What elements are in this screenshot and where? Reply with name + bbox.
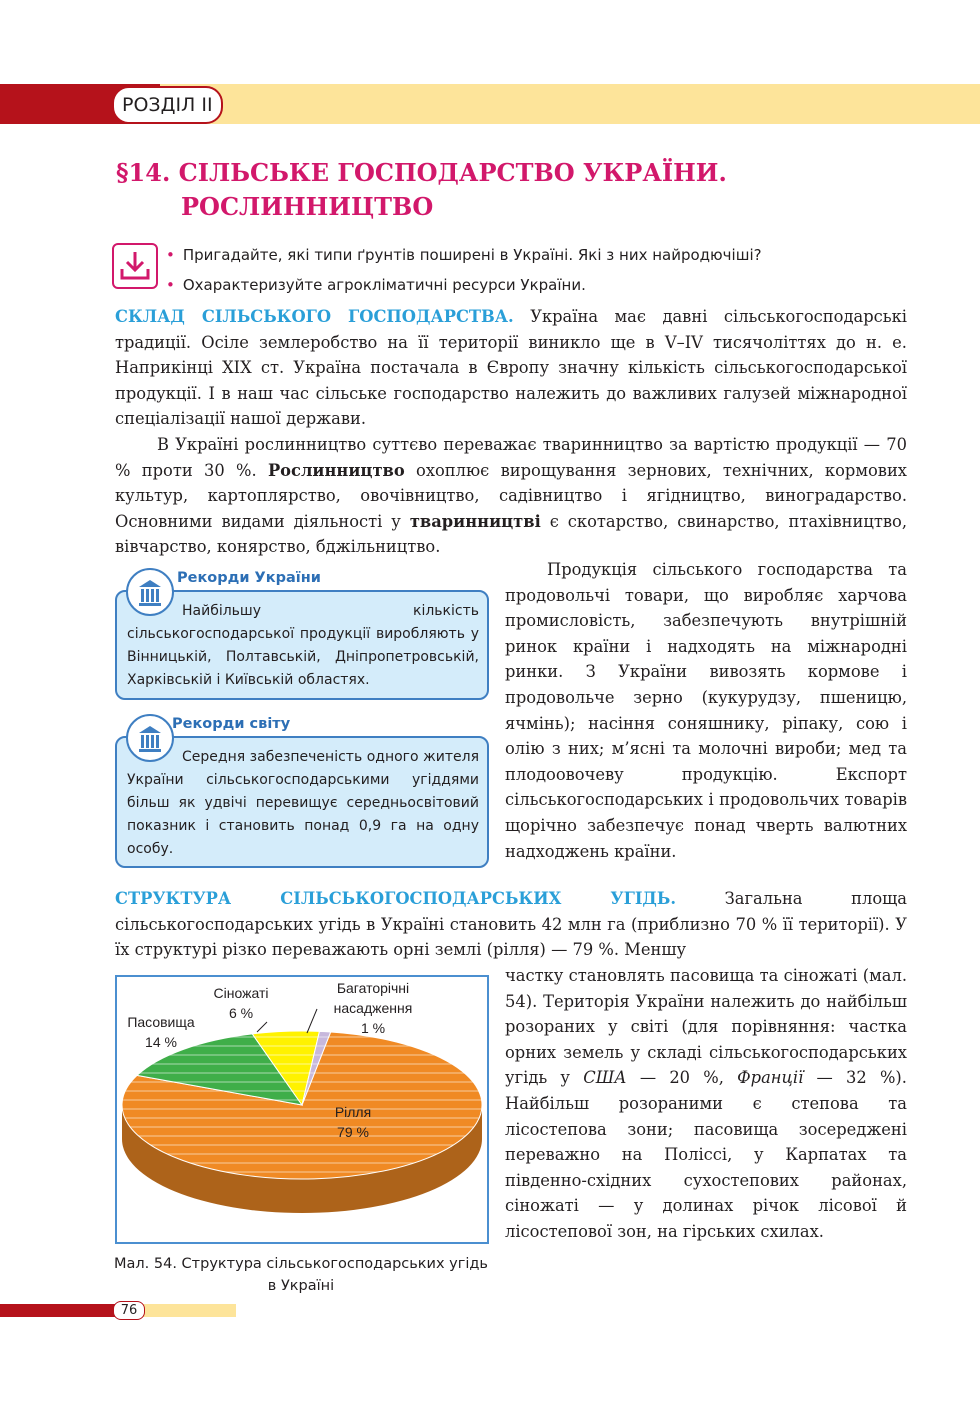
pie-label-value_label: 1 %	[360, 1020, 386, 1036]
download-reminder-icon	[112, 243, 158, 289]
country-usa: США	[583, 1068, 627, 1088]
reminder-item: • Пригадайте, які типи ґрунтів поширені в Україні. Які з них найродючіші?	[166, 240, 762, 270]
paragraph-2	[115, 432, 907, 560]
land-structure-chart	[115, 975, 489, 1244]
section2-paragraph	[115, 886, 907, 963]
world-records-title: Рекорди світу	[172, 716, 291, 732]
page-title	[116, 156, 727, 224]
pie-label-value_label: 79 %	[337, 1124, 369, 1140]
ukraine-records-text: Найбільшу кількість сільськогосподарської продукції виробляють у Вінницькій, Полтавській, Дніпропетровській, Харківській і Київській областях.	[127, 603, 479, 688]
section1-heading: СКЛАД СІЛЬСЬКОГО ГОСПОДАРСТВА.	[115, 307, 514, 326]
section2-continued	[505, 963, 907, 1245]
paragraph-3: Продукція сільського господарства та продовольчі товари, що виробляє харчова промисловість, забезпечують внутрішній ринок країни і надходять на міжнародні ринки. З України вивозять кормове і продовольче зерно (кукурудзу, пшеницю, ячмінь); насіння соняшнику, ріпаку, сою і олію з них; м’ясні та молочні вироби; мед та плодоовочеву продукцію. Експорт сільськогосподарських і продовольчих товарів щорічно забезпечує понад чверть валютних надходжень країни.	[505, 560, 907, 861]
section2-text2c: — 32 %). Найбільш розораними є степова та лісостепова зони; пасовища зосереджені переважно на Поліссі, у Карпатах та південно-східних сухостепових районах, сіножаті — у долинах річок лісової й лісостепової зон, на гірських схилах.	[505, 1068, 907, 1241]
footer-band-yellow	[140, 1304, 236, 1317]
title-line-2: РОСЛИННИЦТВО	[181, 192, 434, 221]
paragraph-2-part1: В Україні рослинництво суттєво переважає тваринництво за вартістю продукції — 70 % проти 30 %.	[115, 435, 907, 480]
section2-text1: Загальна площа сільськогосподарських угідь в Україні становить 42 млн га (приблизно 70 % її території). У їх структурі різко переважають орні землі (рілля) — 79 %. Меншу	[115, 889, 907, 960]
figure-caption: Мал. 54. Структура сільськогосподарських угідь в Україні	[114, 1256, 488, 1294]
pie-label-label: насадження	[333, 1000, 413, 1016]
pie-label-label: Пасовища	[127, 1014, 195, 1030]
section1-text: Україна має давні сільськогосподарські традиції. Осіле землеробство на її території виникло ще в V–IV тисячоліттях до н. е. Наприкінці XIX ст. Україна постачала в Європу значну кількість сільськогосподарської продукції. І в наш час сільське господарство належить до важливих галузей міжнародної спеціалізації нашої держави.	[115, 307, 907, 429]
pie-label-label: Багаторічні	[336, 980, 410, 996]
reminder-list	[166, 240, 762, 300]
columns-icon	[126, 714, 174, 762]
paragraph-2-part2: охоплює вирощування зернових, технічних, кормових культур, картоплярство, овочівництво, садівництво і ягідництво, виноградарство. Основними видами діяльності у	[115, 460, 907, 531]
country-france: Франції	[737, 1068, 804, 1088]
title-line-1: §14. СІЛЬСЬКЕ ГОСПОДАРСТВО УКРАЇНИ.	[116, 158, 727, 187]
ukraine-records-title: Рекорди України	[177, 570, 321, 586]
section2-heading: СТРУКТУРА СІЛЬСЬКОГОСПОДАРСЬКИХ УГІДЬ.	[115, 889, 677, 908]
section1-paragraph	[115, 304, 907, 432]
page-number: 76	[113, 1301, 145, 1320]
header-band-yellow	[160, 84, 980, 124]
pie-label-value_label: 6 %	[228, 1005, 254, 1021]
section2-text2a: частку становлять пасовища та сіножаті (мал. 54). Територія України належить до найбільш розораних у світі (для порівняння: частка орних земель у складі сільськогосподарських угідь у	[505, 966, 907, 1088]
reminder-item: • Охарактеризуйте агрокліматичні ресурси України.	[166, 270, 762, 300]
section-label: РОЗДІЛ ІІ	[112, 86, 223, 124]
footer-band-red	[0, 1304, 118, 1317]
pie-label-label: Сіножаті	[213, 985, 269, 1001]
term-livestock: тваринництві	[409, 511, 541, 531]
pie-chart	[117, 977, 487, 1242]
columns-icon	[126, 568, 174, 616]
world-records-text: Середня забезпеченість одного жителя України сільськогосподарськими угіддями більш як удвічі перевищує середньосвітовий показник і становить понад 0,9 га на одну особу.	[127, 749, 479, 857]
paragraph-2-part3: є скотарство, свинарство, птахівництво, вівчарство, конярство, бджільництво.	[115, 511, 907, 557]
pie-label-label: Рілля	[334, 1104, 372, 1120]
section2-text2b: — 20 %,	[639, 1068, 724, 1088]
term-crop-farming: Рослинництво	[267, 460, 405, 480]
pie-label-value_label: 14 %	[145, 1034, 177, 1050]
